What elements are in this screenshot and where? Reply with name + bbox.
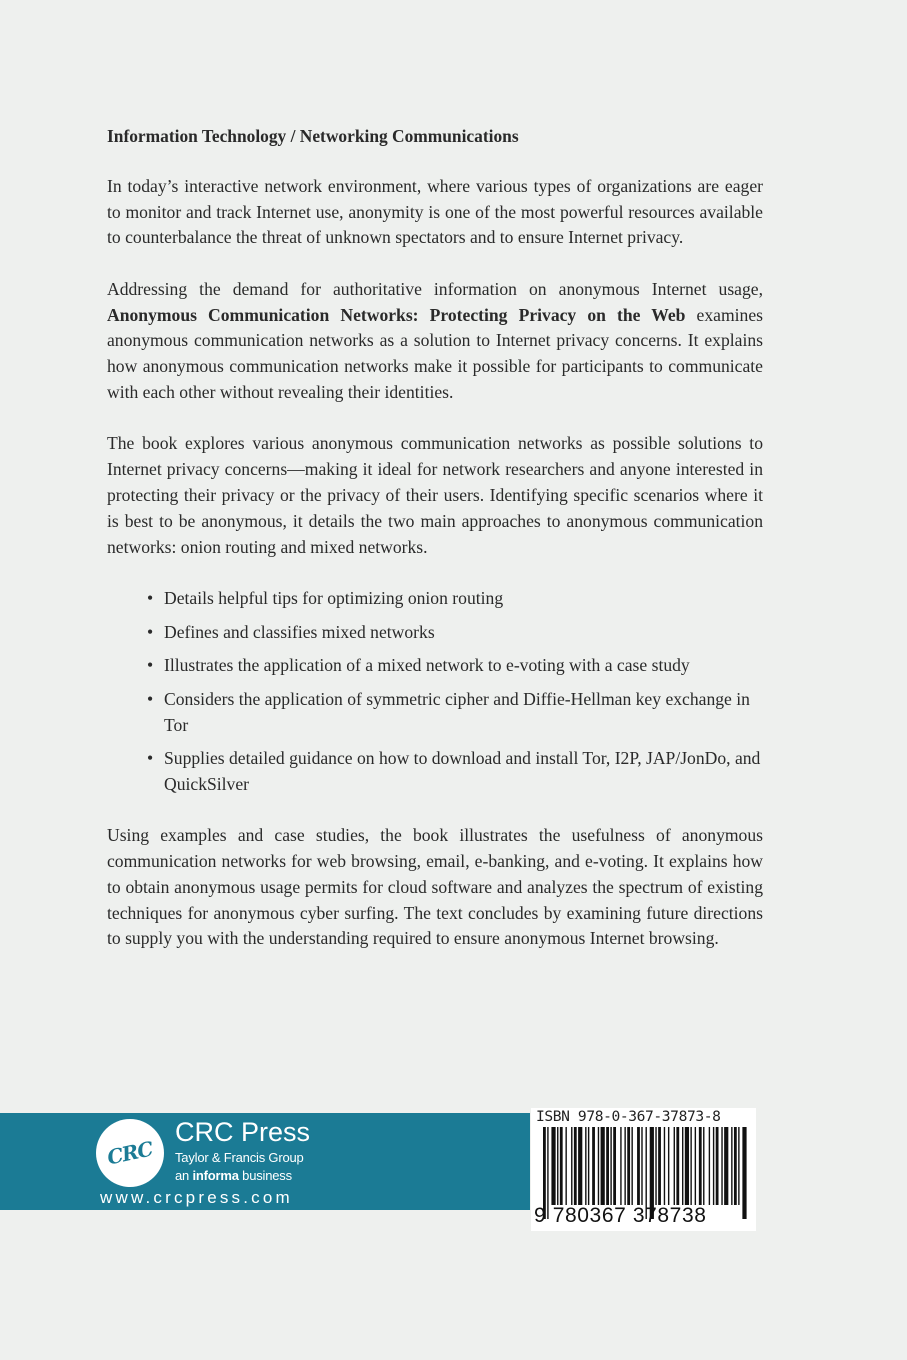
barcode-bar xyxy=(637,1127,640,1205)
barcode-digits: 9 780367 378738 xyxy=(534,1204,707,1227)
publisher-website: www.crcpress.com xyxy=(100,1188,293,1207)
barcode-bar xyxy=(588,1127,589,1205)
description-paragraph-1: In today’s interactive network environment, where various types of organizations are eager to monitor and track Internet use, anonymity is one of the most powerful resources available to counterbalance the threat of unknown spectators and to ensure Internet privacy. xyxy=(107,175,763,248)
description-paragraph-4: Using examples and case studies, the book illustrates the usefulness of anonymous communication networks for web browsing, email, e-banking, and e-voting. It explains how to obtain anonymous usage permits for cloud software and analyzes the spectrum of existing techniques for anonymous cyber surfing. The text concludes by examining future directions to supply you with the understanding required to ensure anonymous Internet browsing. xyxy=(107,825,763,949)
barcode-bar xyxy=(668,1127,669,1205)
feature-item: • Illustrates the application of a mixed network to e-voting with a case study xyxy=(147,653,763,679)
book-category: Information Technology / Networking Communications xyxy=(107,126,519,146)
barcode-bar xyxy=(721,1127,722,1205)
barcode-bar xyxy=(610,1127,611,1205)
barcode-bar xyxy=(624,1127,625,1205)
barcode-bar xyxy=(627,1127,630,1205)
isbn-label: ISBN 978-0-367-37873-8 xyxy=(536,1108,721,1125)
feature-list xyxy=(107,586,763,798)
barcode-bar xyxy=(699,1127,702,1205)
barcode-bar xyxy=(620,1127,621,1205)
barcode-bar xyxy=(713,1127,714,1205)
barcode-bar xyxy=(695,1127,696,1205)
barcode-bar xyxy=(598,1127,599,1205)
barcode-bar xyxy=(682,1127,683,1205)
barcode-bar xyxy=(574,1127,577,1205)
informa-brand: informa xyxy=(192,1168,239,1183)
back-cover-text xyxy=(107,124,763,978)
publisher-group: Taylor & Francis Group xyxy=(175,1150,304,1165)
barcode-bar xyxy=(592,1127,595,1205)
publisher-business-line xyxy=(175,1167,310,1185)
barcode-bar xyxy=(560,1127,563,1205)
barcode-bar xyxy=(724,1127,728,1205)
business-suffix: business xyxy=(238,1168,292,1183)
barcode-bar xyxy=(742,1127,746,1219)
crc-logo xyxy=(96,1119,164,1187)
feature-item: • Details helpful tips for optimizing onion routing xyxy=(147,586,763,612)
barcode-bar xyxy=(571,1127,572,1205)
barcode-bar xyxy=(557,1127,558,1205)
barcode-bar xyxy=(641,1127,642,1205)
barcode-bar xyxy=(601,1127,605,1205)
barcode-bar xyxy=(551,1127,555,1205)
barcode-bar xyxy=(731,1127,732,1205)
barcode-bar xyxy=(674,1127,675,1205)
description-paragraph-2 xyxy=(107,277,763,406)
barcode-bar xyxy=(655,1127,656,1205)
barcode-bar xyxy=(738,1127,739,1205)
publisher-name: CRC Press xyxy=(175,1117,311,1147)
feature-item: • Considers the application of symmetric cipher and Diffie-Hellman key exchange in Tor xyxy=(147,687,763,739)
barcode-bar xyxy=(565,1127,566,1205)
paragraph-2-intro: Addressing the demand for authoritative information on anonymous Internet usage, xyxy=(107,278,763,299)
barcode-bar xyxy=(606,1127,609,1205)
barcode-bar xyxy=(578,1127,582,1205)
book-title: Anonymous Communication Networks: Protecting Privacy on the Web xyxy=(107,304,686,325)
barcode-bar xyxy=(716,1127,719,1205)
barcode-bar xyxy=(703,1127,704,1205)
barcode-bar xyxy=(685,1127,689,1205)
barcode-bar xyxy=(664,1127,665,1205)
publisher-info xyxy=(175,1115,310,1185)
business-prefix: an xyxy=(175,1168,193,1183)
barcode-bar xyxy=(690,1127,691,1205)
feature-item: • Supplies detailed guidance on how to download and install Tor, I2P, JAP/JonDo, and QuickSilver xyxy=(147,746,763,798)
barcode-bar xyxy=(676,1127,679,1205)
barcode-bar xyxy=(613,1127,616,1205)
description-paragraph-3: The book explores various anonymous communication networks as possible solutions to Internet privacy concerns—making it ideal for network researchers and anyone interested in protecting their privacy or the privacy of their users. Identifying specific scenarios where it is best to be anonymous, it details the two main approaches to anonymous communication networks: onion routing and mixed networks. xyxy=(107,433,763,557)
feature-item: • Defines and classifies mixed networks xyxy=(147,620,763,646)
barcode-bar xyxy=(585,1127,586,1205)
barcode-bar xyxy=(734,1127,737,1205)
barcode-bar xyxy=(658,1127,661,1205)
barcode-bar xyxy=(631,1127,632,1205)
crc-logo-text: CRC xyxy=(105,1136,155,1170)
isbn-barcode xyxy=(531,1108,756,1231)
barcode-bar xyxy=(709,1127,710,1205)
paragraph-2-rest: examines anonymous communication networks as a solution to Internet privacy concerns. It explains how anonymous communication networks make it possible for participants to communicate with each other without revealing their identities. xyxy=(107,304,763,402)
